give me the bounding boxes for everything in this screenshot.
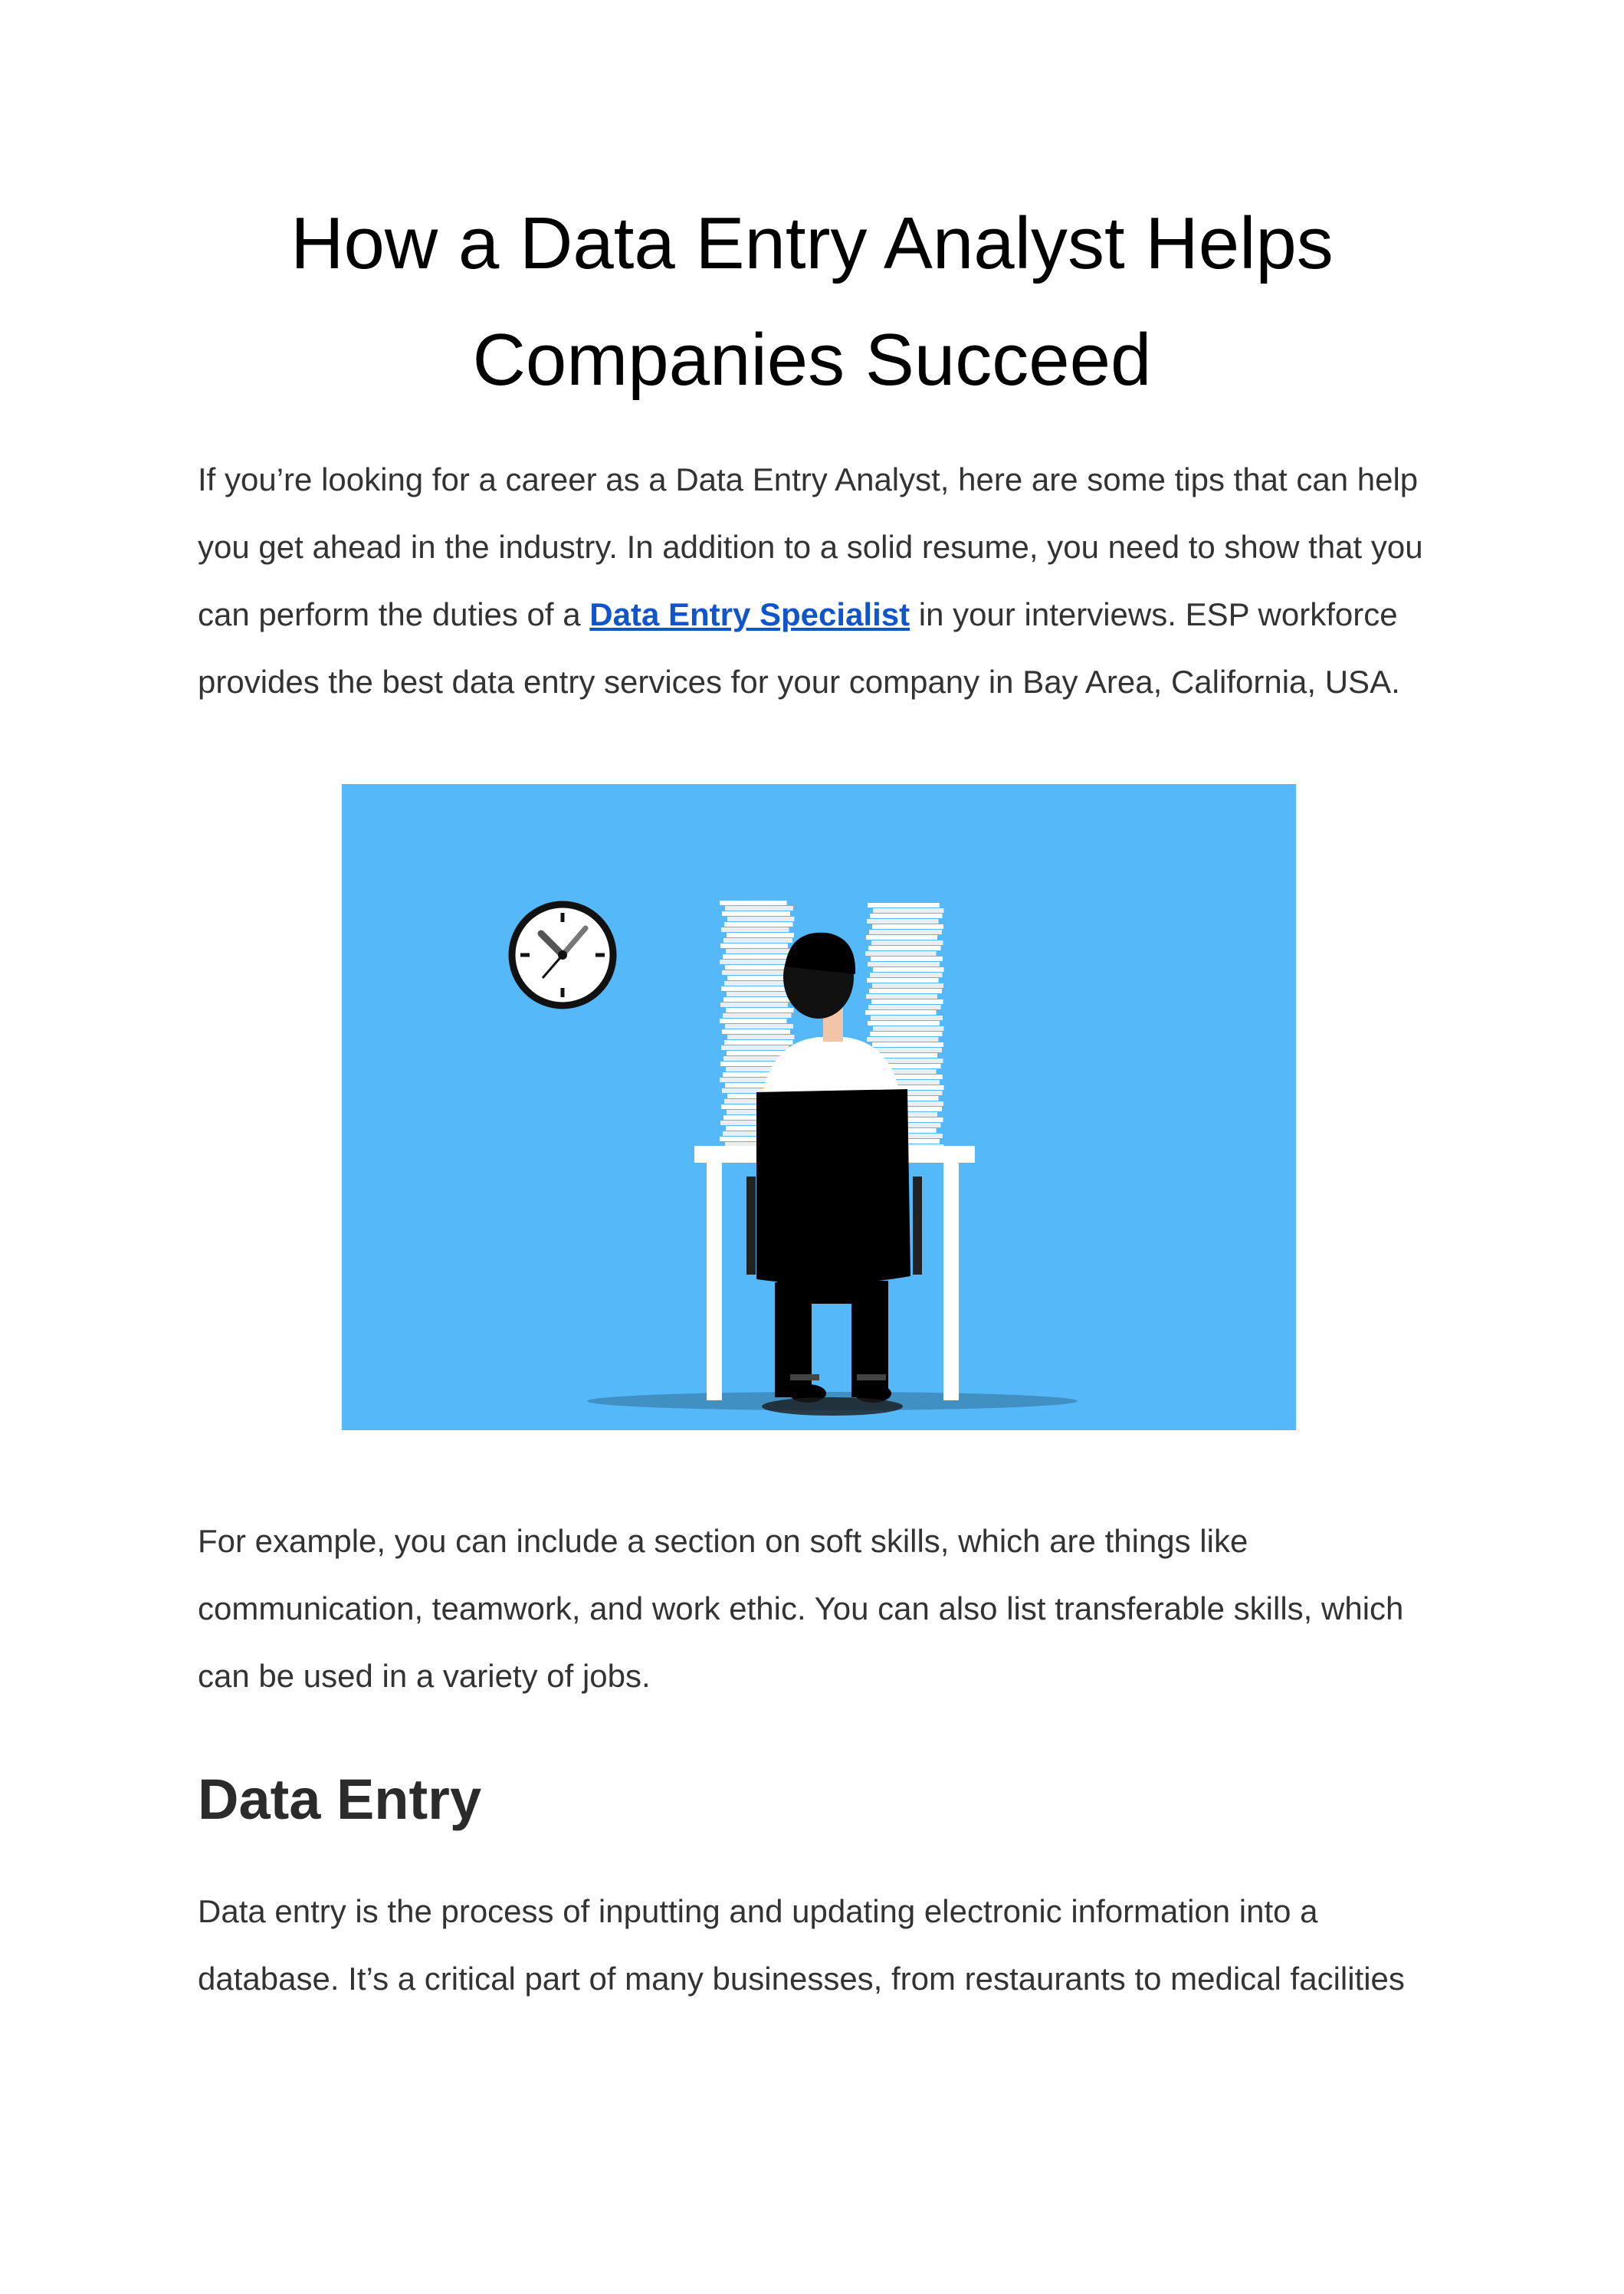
paragraph2-line-2: communication, teamwork, and work ethic. You can also list transferable skills, which — [198, 1590, 1404, 1626]
paragraph3-line-2: database. It’s a critical part of many businesses, from restaurants to medical facilities — [198, 1961, 1405, 1997]
intro-line-3-start: can perform the duties of a — [198, 596, 590, 632]
title-line-2: Companies Succeed — [472, 319, 1152, 401]
paragraph2-line-1: For example, you can include a section on soft skills, which are things like — [198, 1523, 1248, 1559]
data-entry-specialist-link[interactable]: Data Entry Specialist — [589, 596, 910, 632]
section-heading-data-entry: Data Entry — [198, 1767, 482, 1831]
intro-line-3-end: in your interviews. ESP workforce — [910, 596, 1398, 632]
intro-paragraph — [198, 446, 1439, 716]
paragraph2-line-3: can be used in a variety of jobs. — [198, 1658, 651, 1694]
intro-line-4: provides the best data entry services for your company in Bay Area, California, USA. — [198, 664, 1400, 700]
data-entry-paragraph — [198, 1878, 1439, 2013]
wall-clock-icon — [512, 904, 613, 1006]
soft-skills-paragraph — [198, 1508, 1439, 1710]
paragraph3-line-1: Data entry is the process of inputting and updating electronic information into a — [198, 1893, 1318, 1929]
office-worker-illustration — [342, 784, 1296, 1430]
intro-line-2: you get ahead in the industry. In addition to a solid resume, you need to show that you — [198, 529, 1423, 565]
title-line-1: How a Data Entry Analyst Helps — [290, 202, 1334, 284]
page-title — [0, 185, 1624, 418]
intro-line-1: If you’re looking for a career as a Data Entry Analyst, here are some tips that can help — [198, 461, 1419, 497]
intro-line-3 — [198, 581, 1439, 648]
